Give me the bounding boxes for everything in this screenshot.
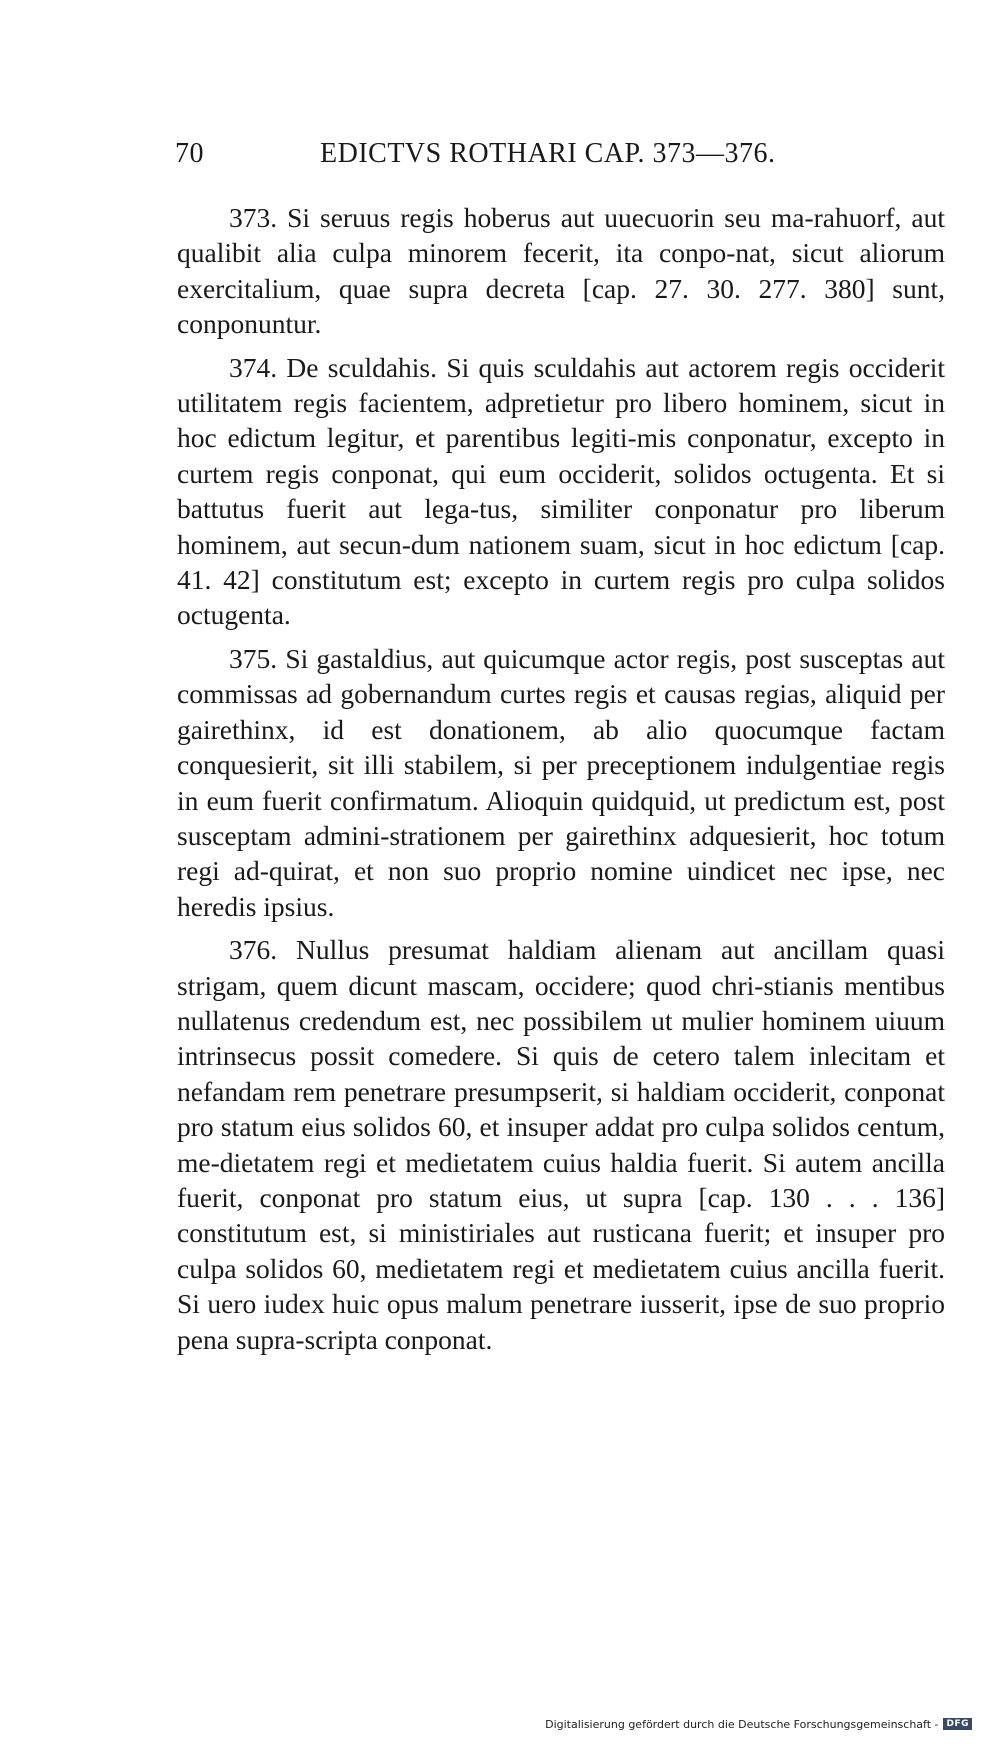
- credit-text: Digitalisierung gefördert durch die Deutsche Forschungsgemeinschaft -: [545, 1717, 939, 1731]
- paragraph-text: Si seruus regis hoberus aut uuecuorin seu ma-rahuorf, aut qualibit alia culpa minorem fecerit, ita conpo-nat, sicut aliorum exercitalium, quae supra decreta [cap. 27. 30. 277. 380] sunt, conponuntur.: [177, 202, 946, 340]
- chapter-number: 374.: [229, 351, 278, 383]
- chapter-number: 375.: [229, 642, 278, 674]
- running-head: [175, 138, 795, 178]
- paragraph-text: Si gastaldius, aut quicumque actor regis, post susceptas aut commissas ad gobernandum curtes regis et causas regias, aliquid per gairethinx, id est donationem, ab alio quocumque factam conquesierit, sit illi stabilem, si per preceptionem indulgentiae regis in eum fuerit confirmatum. Alioquin quidquid, ut predictum est, post susceptam admini-strationem per gairethinx adquesierit, hoc totum regi ad-quirat, et non suo proprio nomine uindicet nec ipse, nec heredis ipsius.: [177, 642, 945, 922]
- paragraph-text: Nullus presumat haldiam alienam aut ancillam quasi strigam, quem dicunt mascam, occidere; quod chri-stianis mentibus nullatenus credendum est, nec possibilem ut mulier hominem uiuum intrinsecus possit comedere. Si quis de cetero talem inlecitam et nefandam rem penetrare presumpserit, si haldiam occiderit, conponat pro statum eius solidos 60, et insuper addat pro culpa solidos centum, me-dietatem regi et medietatem cuius haldia fuerit. Si autem ancilla fuerit, conponat pro statum eius, ut supra [cap. 130 . . . 136] constitutum est, si ministiriales aut rusticana fuerit; et insuper pro culpa solidos 60, medietatem regi et medietatem cuius ancilla fuerit. Si uero iudex huic opus malum penetrare iusserit, ipse de suo proprio pena supra-scripta conponat.: [177, 934, 945, 1355]
- paragraph-374: [177, 350, 945, 633]
- dfg-logo: DFG: [943, 1718, 972, 1730]
- page-number: 70: [175, 138, 204, 169]
- chapter-number: 376.: [229, 934, 278, 966]
- body-text: [177, 200, 945, 1365]
- paragraph-text: Si quis sculdahis aut actorem regis occiderit utilitatem regis facientem, adpretietur pro libero hominem, sicut in hoc edictum legitur, et parentibus legiti-mis conponatur, excepto in curtem regis conponat, qui eum occiderit, solidos octugenta. Et si battutus fuerit aut lega-tus, similiter conponatur pro liberum hominem, aut secun-dum nationem suam, sicut in hoc edictum [cap. 41. 42] constitutum est; excepto in curtem regis pro culpa solidos octugenta.: [177, 351, 946, 631]
- chapter-number: 373.: [229, 202, 278, 233]
- paragraph-375: [177, 641, 945, 924]
- chapter-heading: De sculdahis.: [286, 351, 438, 383]
- paragraph-373: [177, 200, 945, 342]
- running-title: EDICTVS ROTHARI CAP. 373—376.: [320, 138, 776, 169]
- digitization-credit: [545, 1716, 972, 1732]
- paragraph-376: [177, 932, 945, 1357]
